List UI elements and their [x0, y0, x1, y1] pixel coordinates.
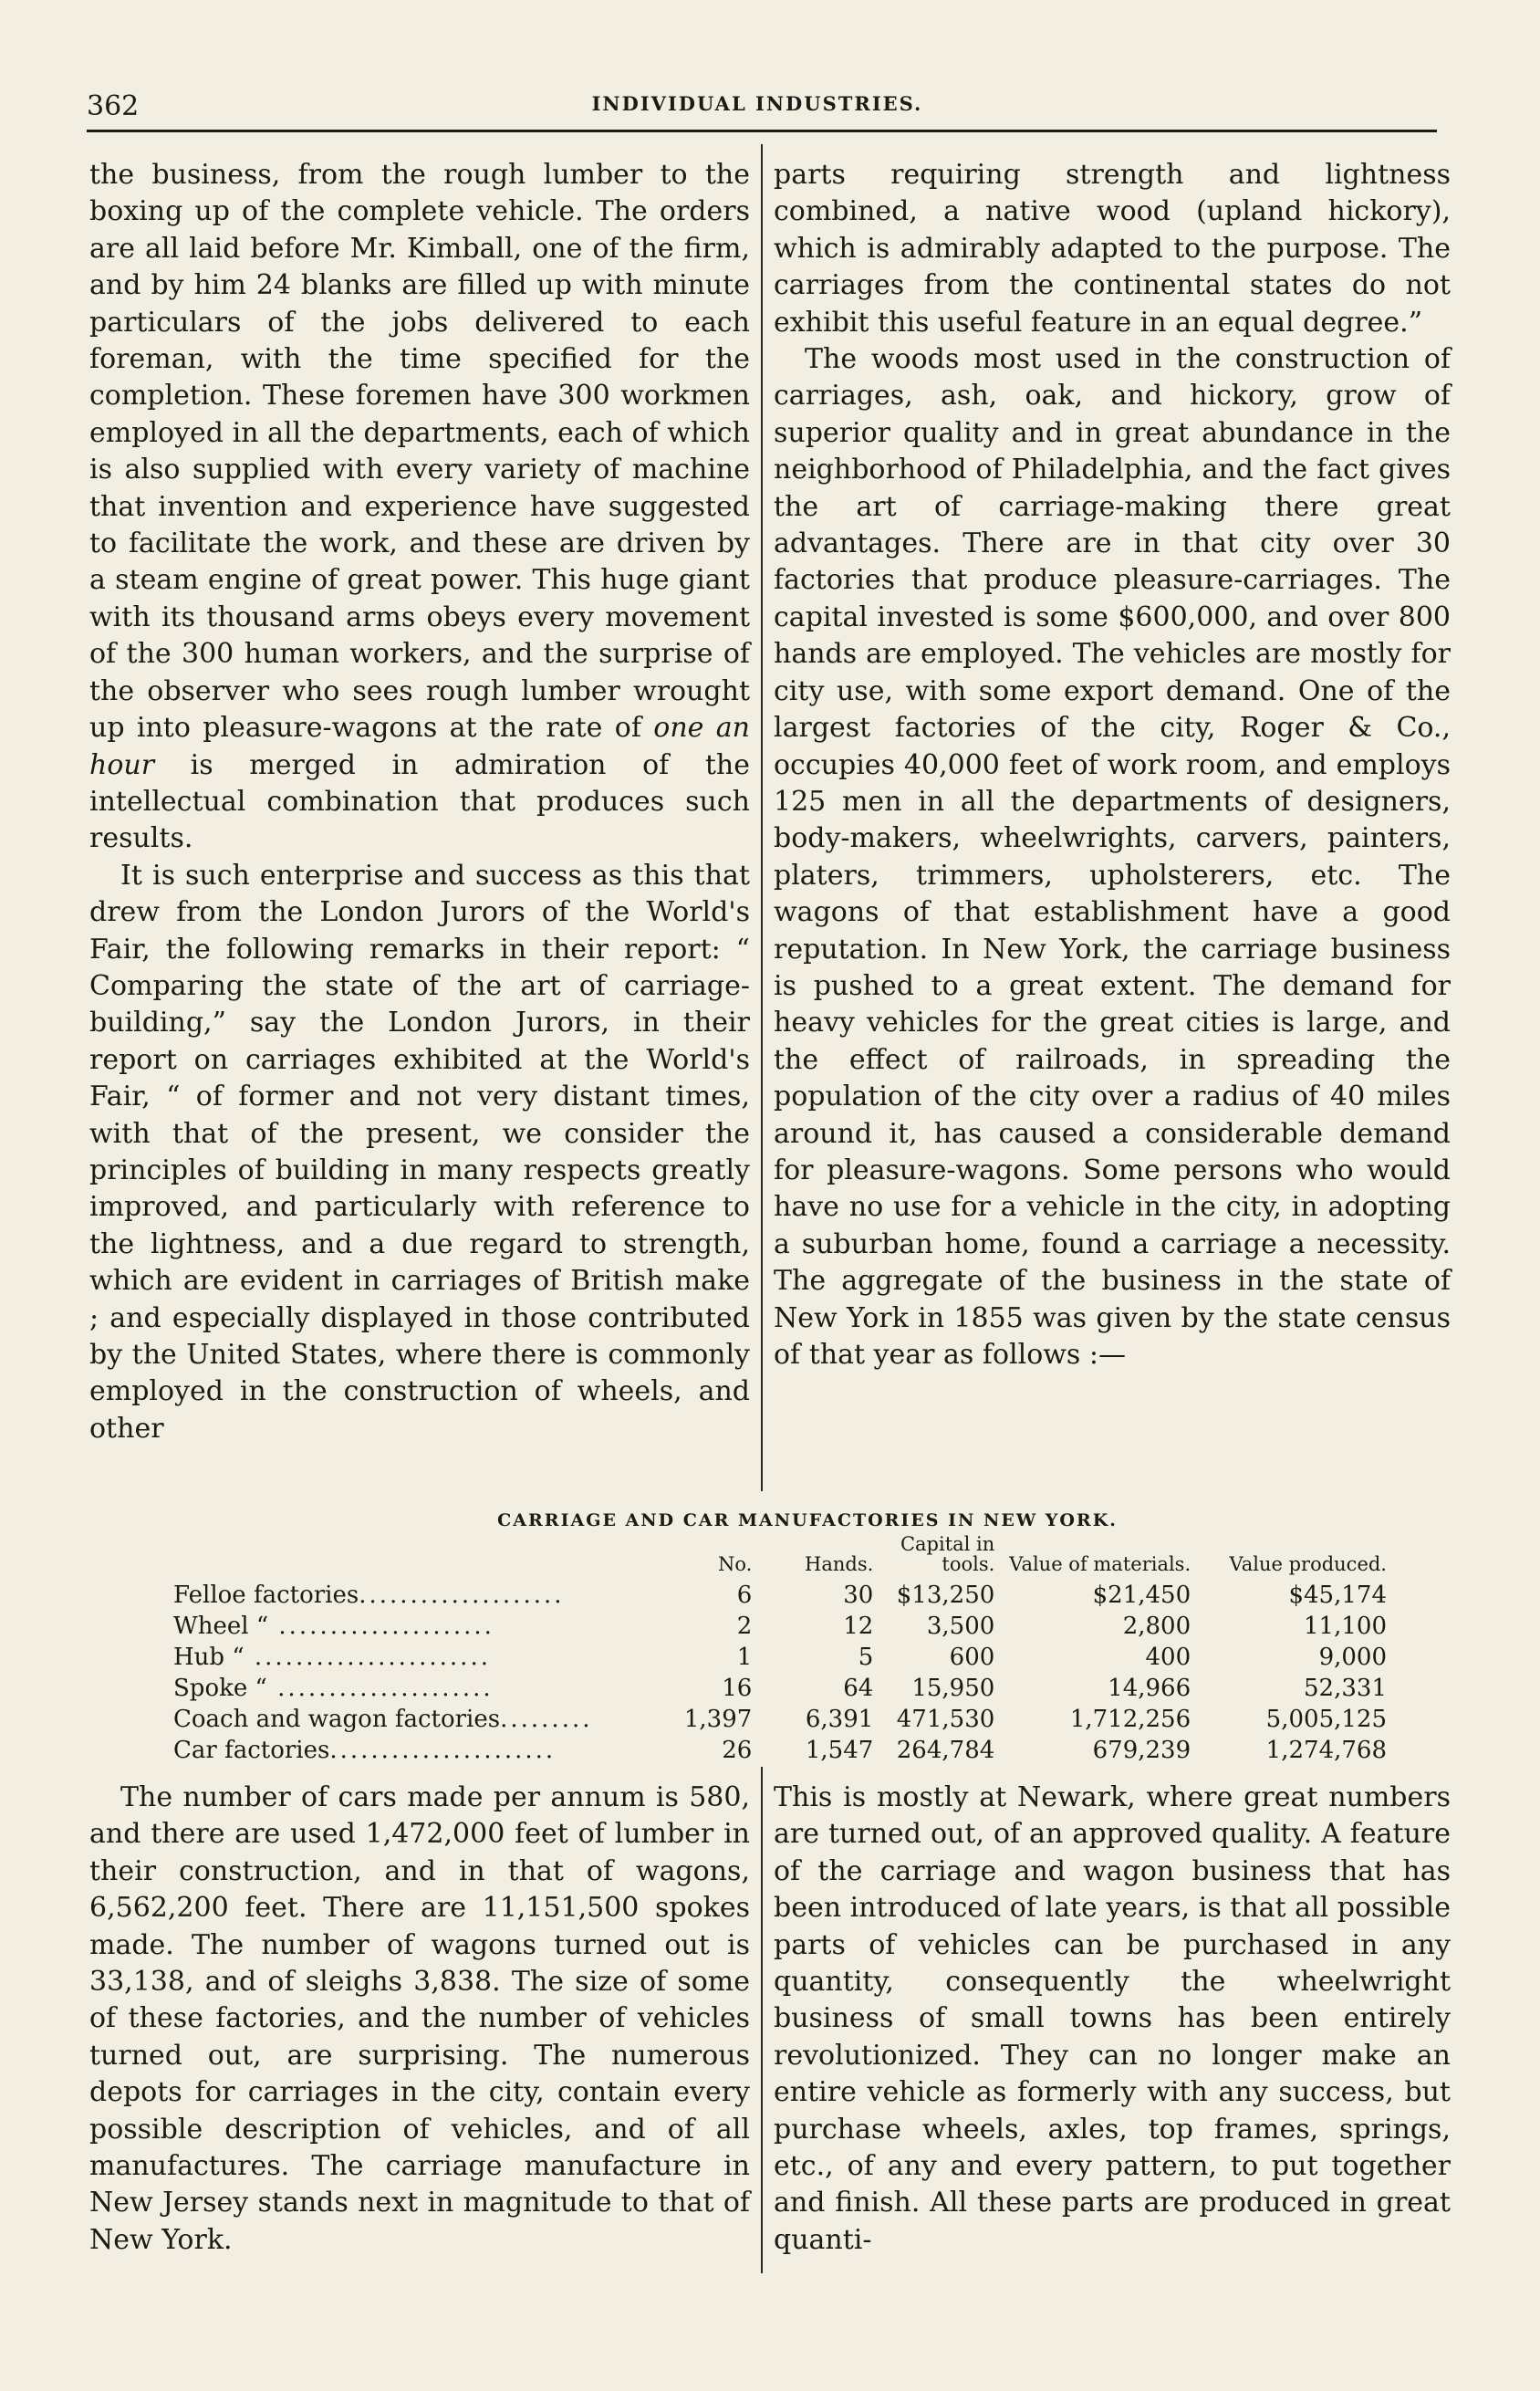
- cell-hands: 6,391: [805, 1706, 874, 1733]
- cell-hands: 64: [843, 1675, 874, 1702]
- row-label-text: Wheel “: [173, 1613, 269, 1640]
- cell-produced: 9,000: [1318, 1644, 1387, 1671]
- leader-dots: .....................: [268, 1613, 494, 1640]
- page-number: 362: [87, 90, 140, 122]
- cell-materials: $21,450: [1092, 1582, 1191, 1609]
- header-hands: Hands.: [805, 1553, 874, 1575]
- row-label: [173, 1642, 677, 1673]
- table-row: [173, 1735, 1387, 1766]
- row-label: [173, 1673, 677, 1704]
- table-row: [173, 1704, 1387, 1735]
- manufactories-table-section: [173, 1510, 1387, 1766]
- row-label-text: Spoke “: [173, 1675, 267, 1702]
- header-capital: Capital in tools.: [900, 1533, 995, 1575]
- text-run: is merged in admiration of the intellectual combination that produces such results.: [89, 748, 750, 855]
- row-label-text: Felloe factories: [173, 1582, 359, 1609]
- cell-capital: 3,500: [926, 1613, 995, 1640]
- leader-dots: .....................: [266, 1675, 494, 1702]
- cell-no: 2: [736, 1613, 753, 1640]
- row-label: [173, 1611, 677, 1642]
- italic-text: one an hour: [89, 712, 750, 781]
- header-materials: Value of materials.: [1009, 1553, 1191, 1575]
- table-row: [173, 1673, 1387, 1704]
- cell-hands: 12: [843, 1613, 874, 1640]
- cell-produced: 52,331: [1304, 1675, 1387, 1702]
- cell-capital: 600: [949, 1644, 995, 1671]
- cell-no: 1: [736, 1644, 753, 1671]
- cell-no: 1,397: [683, 1706, 753, 1733]
- header-rule: [87, 130, 1437, 132]
- row-label-text: Coach and wagon factories: [173, 1706, 501, 1733]
- cell-capital: $13,250: [896, 1582, 995, 1609]
- left-column-bottom: [89, 1780, 750, 2259]
- paragraph: [89, 157, 750, 858]
- cell-capital: 471,530: [896, 1706, 995, 1733]
- row-label: [173, 1580, 677, 1611]
- right-column-top: [774, 157, 1451, 1373]
- cell-no: 6: [736, 1582, 753, 1609]
- cell-produced: $45,174: [1288, 1582, 1387, 1609]
- left-column-top: [89, 157, 750, 1447]
- table-row: [173, 1642, 1387, 1673]
- table-row: [173, 1611, 1387, 1642]
- text-run: parts requiring strength and lightness combined, a native wood (upland hickory), which is admirably adapted to the purpose. The carriages from the continental states do not exhibit this useful feature in an equal degree.”: [774, 159, 1451, 339]
- cell-materials: 400: [1145, 1644, 1191, 1671]
- running-head: INDIVIDUAL INDUSTRIES.: [591, 92, 923, 115]
- row-label-text: Car factories: [173, 1737, 330, 1764]
- paragraph: [774, 1780, 1451, 2259]
- paragraph: [774, 341, 1451, 1373]
- cell-no: 26: [722, 1737, 753, 1764]
- right-column-bottom: [774, 1780, 1451, 2259]
- cell-hands: 5: [858, 1644, 874, 1671]
- text-run: The woods most used in the construction of carriages, ash, oak, and hickory, grow of superior quality and in great abundance in the neighborhood of Philadelphia, and the fact gives the art of carriage-making there great advantages. There are in that city over 30 factories that produce pleasure-carriages. The capital invested is some $600,000, and over 800 hands are employed. The vehicles are mostly for city use, with some export demand. One of the largest factories of the city, Roger & Co., occupies 40,000 feet of work room, and employs 125 men in all the departments of designers, body-makers, wheelwrights, carvers, painters, platers, trimmers, upholsterers, etc. The wagons of that establishment have a good reputation. In New York, the carriage business is pushed to a great extent. The demand for heavy vehicles for the great cities is large, and the effect of railroads, in spreading the population of the city over a radius of 40 miles around it, has caused a considerable demand for pleasure-wagons. Some persons who would have no use for a vehicle in the city, in adopting a suburban home, found a carriage a necessity. The aggregate of the business in the state of New York in 1855 was given by the state census of that year as follows :—: [774, 343, 1451, 1371]
- paragraph: [774, 157, 1451, 341]
- table-row: [173, 1580, 1387, 1611]
- leader-dots: ....................: [359, 1582, 565, 1609]
- paragraph: [89, 858, 750, 1448]
- row-label-text: Hub “: [173, 1644, 245, 1671]
- column-divider-top: [761, 144, 763, 1491]
- cell-hands: 30: [843, 1582, 874, 1609]
- cell-hands: 1,547: [805, 1737, 874, 1764]
- cell-no: 16: [722, 1675, 753, 1702]
- text-run: the business, from the rough lumber to the boxing up of the complete vehicle. The orders are all laid before Mr. Kimball, one of the firm, and by him 24 blanks are filled up with minute particulars of the jobs delivered to each foreman, with the time specified for the completion. These foremen have 300 workmen employed in all the departments, each of which is also supplied with every variety of machine that invention and experience have suggested to facilitate the work, and these are driven by a steam engine of great power. This huge giant with its thousand arms obeys every movement of the 300 human workers, and the surprise of the observer who sees rough lumber wrought up into pleasure-wagons at the rate of: [89, 159, 750, 745]
- table-header-row: [173, 1534, 1387, 1580]
- text-run: It is such enterprise and success as this that drew from the London Jurors of the World's Fair, the following remarks in their report: “ Comparing the state of the art of carriage-building,” say the London Jurors, in their report on carriages exhibited at the World's Fair, “ of former and not very distant times, with that of the present, we consider the principles of building in many respects greatly improved, and particularly with reference to the lightness, and a due regard to strength, which are evident in carriages of British make ; and especially displayed in those contributed by the United States, where there is commonly employed in the construction of wheels, and other: [89, 859, 750, 1445]
- header-label: [173, 1534, 677, 1580]
- cell-capital: 15,950: [911, 1675, 995, 1702]
- column-divider-bottom: [761, 1767, 763, 2273]
- row-label: [173, 1704, 677, 1735]
- cell-materials: 14,966: [1108, 1675, 1191, 1702]
- cell-materials: 2,800: [1122, 1613, 1191, 1640]
- manufactories-table: [173, 1534, 1387, 1766]
- table-body: [173, 1580, 1387, 1766]
- cell-produced: 5,005,125: [1265, 1706, 1387, 1733]
- row-label: [173, 1735, 677, 1766]
- leader-dots: .........: [500, 1706, 593, 1733]
- header-no: No.: [717, 1553, 753, 1575]
- paragraph: [89, 1780, 750, 2259]
- leader-dots: .......................: [244, 1644, 491, 1671]
- leader-dots: ......................: [329, 1737, 557, 1764]
- cell-materials: 1,712,256: [1069, 1706, 1191, 1733]
- cell-produced: 1,274,768: [1265, 1737, 1387, 1764]
- cell-produced: 11,100: [1304, 1613, 1387, 1640]
- text-run: This is mostly at Newark, where great numbers are turned out, of an approved quality. A feature of the carriage and wagon business that has been introduced of late years, is that all possible parts of vehicles can be purchased in any quantity, consequently the wheelwright business of small towns has been entirely revolutionized. They can no longer make an entire vehicle as formerly with any success, but purchase wheels, axles, top frames, springs, etc., of any and every pattern, to put together and finish. All these parts are produced in great quanti-: [774, 1781, 1451, 2256]
- table-caption: CARRIAGE AND CAR MANUFACTORIES IN NEW YORK.: [497, 1510, 1118, 1530]
- header-produced: Value produced.: [1229, 1553, 1387, 1575]
- cell-materials: 679,239: [1092, 1737, 1191, 1764]
- cell-capital: 264,784: [896, 1737, 995, 1764]
- text-run: The number of cars made per annum is 580, and there are used 1,472,000 feet of lumber in their construction, and in that of wagons, 6,562,200 feet. There are 11,151,500 spokes made. The number of wagons turned out is 33,138, and of sleighs 3,838. The size of some of these factories, and the number of vehicles turned out, are surprising. The numerous depots for carriages in the city, contain every possible description of vehicles, and of all manufactures. The carriage manufacture in New Jersey stands next in magnitude to that of New York.: [89, 1781, 750, 2256]
- page-header: [87, 87, 1428, 123]
